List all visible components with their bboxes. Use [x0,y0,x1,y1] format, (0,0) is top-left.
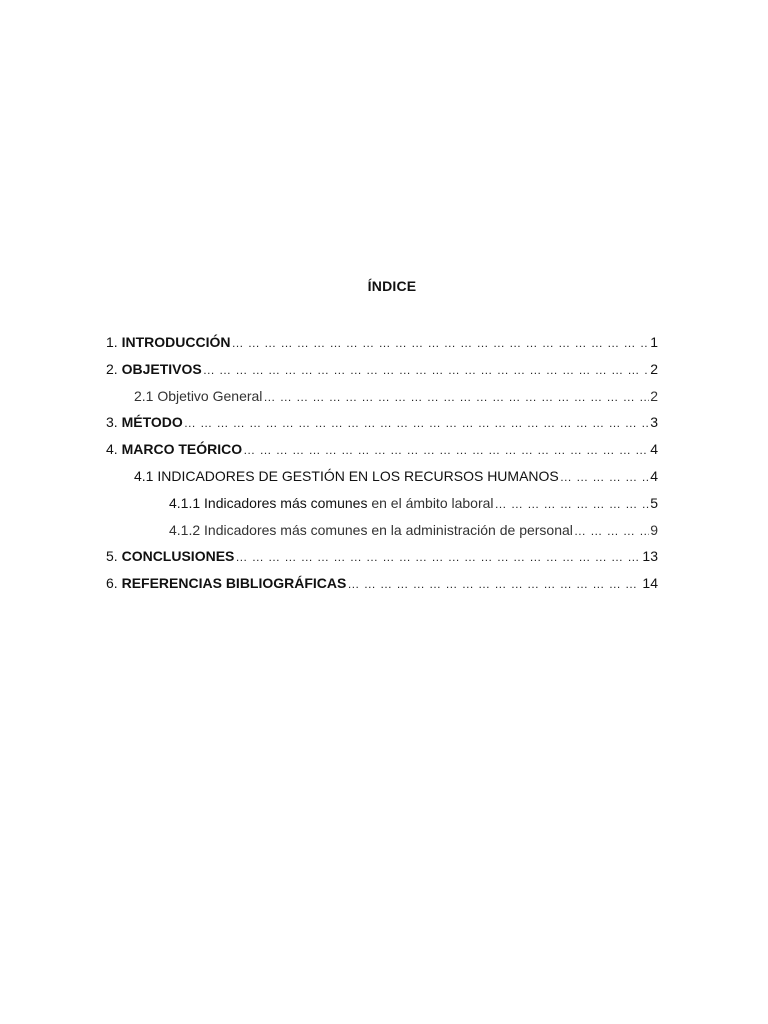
dot-leader [243,440,649,460]
toc-entry-referencias [106,573,658,600]
toc-entry-heading: MÉTODO [121,414,183,431]
toc-entry-page: 5 [650,494,658,511]
toc-entry-label [134,386,262,406]
toc-entry-heading: Indicadores más comunes [204,494,368,511]
toc-entry-number: 5. [106,548,118,565]
toc-entry-number: 1. [106,334,118,350]
toc-entry-indicadores-laboral [106,493,658,520]
toc-entry-page: 14 [642,575,658,592]
dot-leader [184,413,649,433]
toc-entry-conclusiones [106,546,658,573]
toc-entry-page: 2 [650,387,658,404]
toc-entry-suffix: en el ámbito laboral [371,494,494,511]
toc-entry-number: 3. [106,414,118,431]
toc-entry-heading: CONCLUSIONES [121,548,235,565]
toc-entry-indicadores-gestion [106,466,658,493]
toc-entry-heading: OBJETIVOS [121,360,202,377]
toc-entry-introduccion [106,332,658,359]
toc-entry-label [106,359,202,379]
toc-entry-label [134,466,559,486]
toc-entry-heading: REFERENCIAS BIBLIOGRÁFICAS [121,575,347,592]
toc-entry-objetivo-general [106,386,658,413]
dot-leader [495,494,650,514]
toc-entry-page: 1 [650,334,658,350]
toc-entry-label [106,412,183,432]
toc-entry-heading: INTRODUCCIÓN [121,334,231,350]
toc-entry-heading: Indicadores más comunes en la administración de personal [204,521,573,538]
toc-entry-number: 4.1.2 [169,521,201,538]
toc-entry-number: 2. [106,360,118,377]
dot-leader [235,547,641,567]
dot-leader [203,360,649,380]
toc-entry-label [169,520,573,540]
dot-leader [560,467,649,487]
toc-entry-label [106,332,230,352]
toc-entry-marco-teorico [106,439,658,466]
toc-entry-page: 2 [650,360,658,377]
toc-entry-label [106,439,242,459]
toc-entry-number: 6. [106,575,118,592]
table-of-contents [106,332,658,600]
dot-leader [231,333,649,353]
toc-entry-label [106,546,234,566]
toc-entry-metodo [106,412,658,439]
toc-entry-heading: INDICADORES DE GESTIÓN EN LOS RECURSOS HUMANOS [157,467,559,484]
toc-entry-label [169,493,494,513]
toc-entry-number: 2.1 [134,387,154,404]
toc-entry-page: 9 [650,521,658,538]
toc-entry-indicadores-personal [106,520,658,547]
toc-entry-page: 4 [650,467,658,484]
toc-entry-number: 4. [106,441,118,458]
toc-entry-heading: MARCO TEÓRICO [121,441,243,458]
toc-entry-page: 13 [642,548,658,565]
toc-entry-objetivos [106,359,658,386]
toc-entry-page: 3 [650,414,658,431]
dot-leader [347,574,641,594]
toc-entry-page: 4 [650,441,658,458]
toc-title: ÍNDICE [367,278,417,294]
toc-entry-heading: Objetivo General [157,387,263,404]
dot-leader [574,521,649,541]
toc-entry-label [106,573,346,593]
toc-entry-number: 4.1 [134,467,154,484]
dot-leader [263,387,649,407]
toc-entry-number: 4.1.1 [169,494,201,511]
